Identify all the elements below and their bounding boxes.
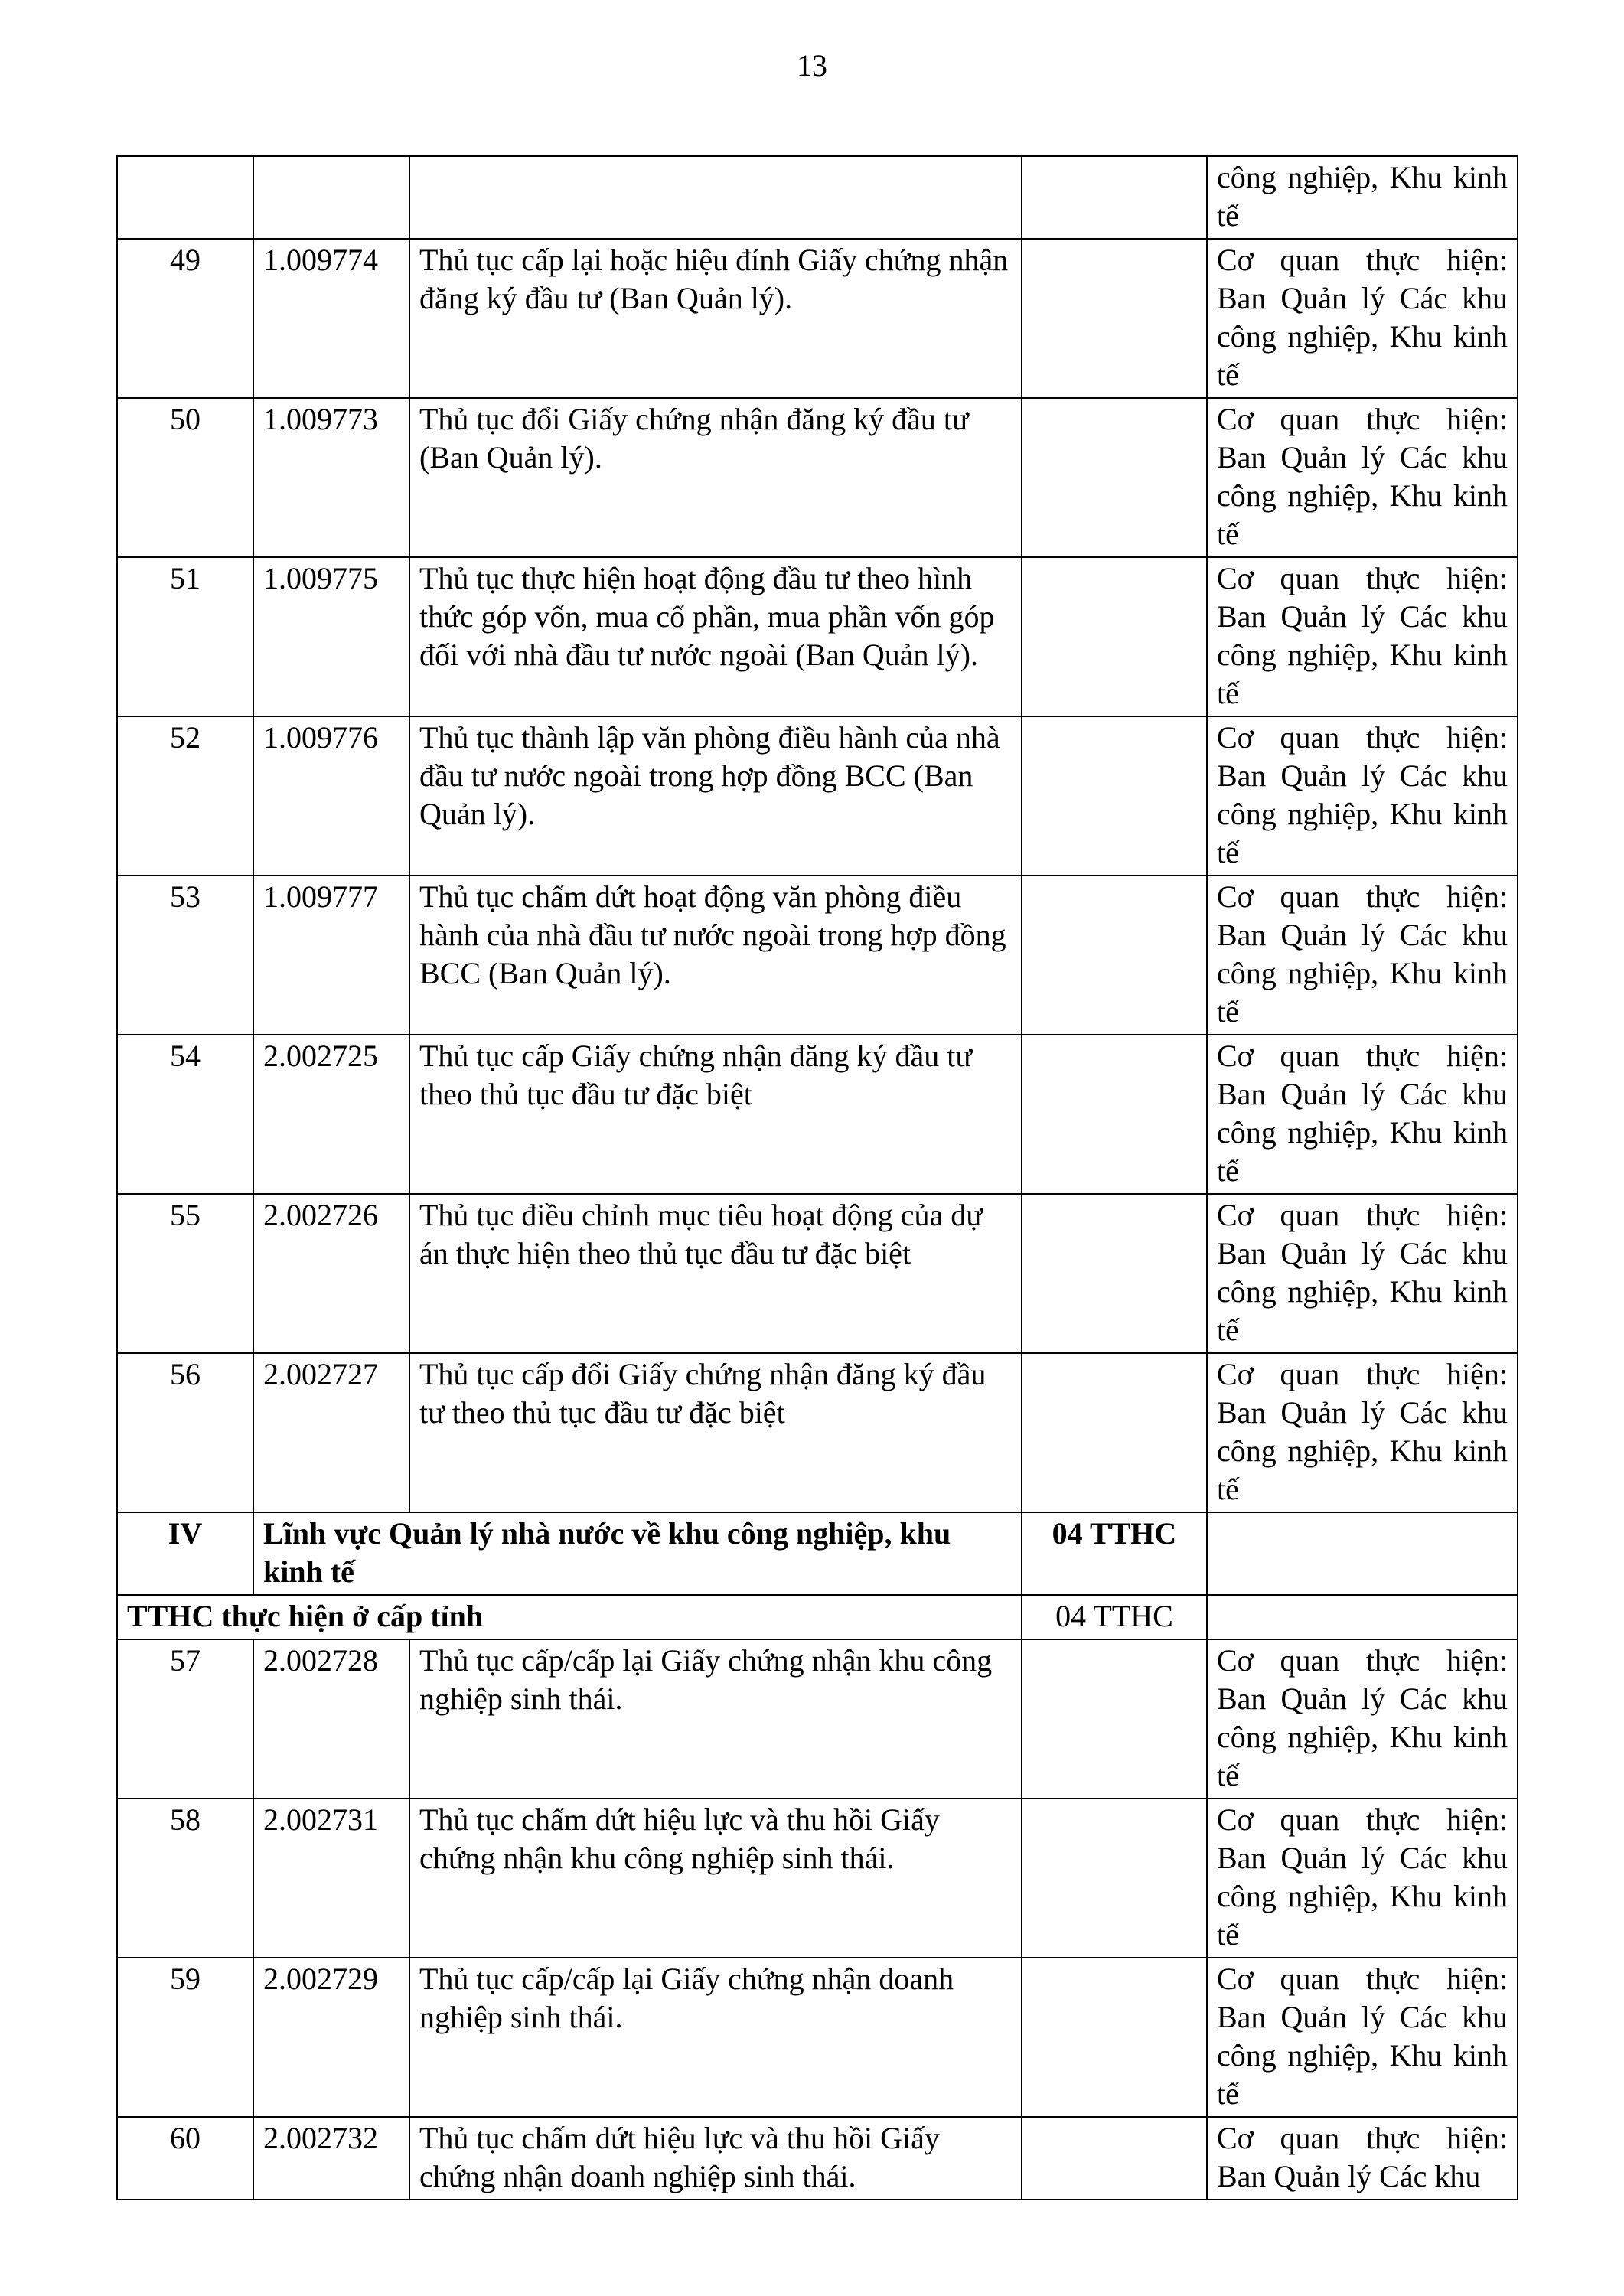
procedure-name: Thủ tục thực hiện hoạt động đầu tư theo hình thức góp vốn, mua cổ phần, mua phần vốn góp đối với nhà đầu tư nước ngoài (Ban Quản lý). xyxy=(409,557,1022,716)
table-row xyxy=(117,398,1518,557)
row-number: 59 xyxy=(117,1958,253,2117)
subsection-count: 04 TTHC xyxy=(1022,1595,1207,1639)
count-cell xyxy=(1022,1799,1207,1958)
agency-cell: công nghiệp, Khu kinh tế xyxy=(1207,156,1518,239)
agency-cell: Cơ quan thực hiện: Ban Quản lý Các khu công nghiệp, Khu kinh tế xyxy=(1207,1194,1518,1353)
procedure-code: 1.009776 xyxy=(253,716,409,876)
row-number: 55 xyxy=(117,1194,253,1353)
agency-cell: Cơ quan thực hiện: Ban Quản lý Các khu xyxy=(1207,2117,1518,2200)
section-title: Lĩnh vực Quản lý nhà nước về khu công nghiệp, khu kinh tế xyxy=(253,1512,1022,1595)
count-cell xyxy=(1022,557,1207,716)
table-row xyxy=(117,716,1518,876)
procedure-code: 1.009773 xyxy=(253,398,409,557)
count-cell xyxy=(1022,239,1207,398)
procedure-code: 2.002728 xyxy=(253,1639,409,1799)
table-row xyxy=(117,1353,1518,1512)
procedure-code: 2.002725 xyxy=(253,1035,409,1194)
procedure-name: Thủ tục cấp/cấp lại Giấy chứng nhận doanh nghiệp sinh thái. xyxy=(409,1958,1022,2117)
table-row xyxy=(117,1958,1518,2117)
table-row-continuation xyxy=(117,156,1518,239)
row-number: 58 xyxy=(117,1799,253,1958)
count-cell xyxy=(1022,398,1207,557)
count-cell xyxy=(1022,716,1207,876)
row-number: 51 xyxy=(117,557,253,716)
procedure-table xyxy=(116,155,1518,2200)
section-number: IV xyxy=(117,1512,253,1595)
procedure-code: 2.002727 xyxy=(253,1353,409,1512)
row-number: 53 xyxy=(117,876,253,1035)
row-number: 49 xyxy=(117,239,253,398)
procedure-name: Thủ tục cấp lại hoặc hiệu đính Giấy chứng nhận đăng ký đầu tư (Ban Quản lý). xyxy=(409,239,1022,398)
table-row xyxy=(117,876,1518,1035)
procedure-code: 1.009777 xyxy=(253,876,409,1035)
subsection-row xyxy=(117,1595,1518,1639)
row-number: 57 xyxy=(117,1639,253,1799)
count-cell xyxy=(1022,1353,1207,1512)
agency-cell: Cơ quan thực hiện: Ban Quản lý Các khu công nghiệp, Khu kinh tế xyxy=(1207,1639,1518,1799)
table-row xyxy=(117,239,1518,398)
agency-cell: Cơ quan thực hiện: Ban Quản lý Các khu công nghiệp, Khu kinh tế xyxy=(1207,1035,1518,1194)
count-cell xyxy=(1022,1958,1207,2117)
section-header-row xyxy=(117,1512,1518,1595)
row-number: 50 xyxy=(117,398,253,557)
agency-cell: Cơ quan thực hiện: Ban Quản lý Các khu công nghiệp, Khu kinh tế xyxy=(1207,876,1518,1035)
procedure-name: Thủ tục thành lập văn phòng điều hành của nhà đầu tư nước ngoài trong hợp đồng BCC (Ban Quản lý). xyxy=(409,716,1022,876)
row-number: 54 xyxy=(117,1035,253,1194)
procedure-name: Thủ tục cấp Giấy chứng nhận đăng ký đầu tư theo thủ tục đầu tư đặc biệt xyxy=(409,1035,1022,1194)
count-cell xyxy=(1022,1194,1207,1353)
agency-cell: Cơ quan thực hiện: Ban Quản lý Các khu công nghiệp, Khu kinh tế xyxy=(1207,557,1518,716)
procedure-code: 2.002732 xyxy=(253,2117,409,2200)
table-row xyxy=(117,2117,1518,2200)
procedure-code: 2.002726 xyxy=(253,1194,409,1353)
table-row xyxy=(117,557,1518,716)
procedure-name: Thủ tục cấp đổi Giấy chứng nhận đăng ký đầu tư theo thủ tục đầu tư đặc biệt xyxy=(409,1353,1022,1512)
count-cell xyxy=(1022,876,1207,1035)
procedure-code: 2.002731 xyxy=(253,1799,409,1958)
agency-cell: Cơ quan thực hiện: Ban Quản lý Các khu công nghiệp, Khu kinh tế xyxy=(1207,398,1518,557)
procedure-name: Thủ tục chấm dứt hiệu lực và thu hồi Giấy chứng nhận doanh nghiệp sinh thái. xyxy=(409,2117,1022,2200)
section-count: 04 TTHC xyxy=(1022,1512,1207,1595)
table-row xyxy=(117,1035,1518,1194)
procedure-name: Thủ tục điều chỉnh mục tiêu hoạt động của dự án thực hiện theo thủ tục đầu tư đặc biệt xyxy=(409,1194,1022,1353)
table-row xyxy=(117,1639,1518,1799)
page-number: 13 xyxy=(797,48,827,83)
procedure-name: Thủ tục cấp/cấp lại Giấy chứng nhận khu công nghiệp sinh thái. xyxy=(409,1639,1022,1799)
procedure-code: 2.002729 xyxy=(253,1958,409,2117)
procedure-code: 1.009774 xyxy=(253,239,409,398)
agency-cell: Cơ quan thực hiện: Ban Quản lý Các khu công nghiệp, Khu kinh tế xyxy=(1207,1799,1518,1958)
row-number: 52 xyxy=(117,716,253,876)
subsection-title: TTHC thực hiện ở cấp tỉnh xyxy=(117,1595,1022,1639)
agency-cell: Cơ quan thực hiện: Ban Quản lý Các khu công nghiệp, Khu kinh tế xyxy=(1207,716,1518,876)
agency-cell: Cơ quan thực hiện: Ban Quản lý Các khu công nghiệp, Khu kinh tế xyxy=(1207,1353,1518,1512)
table-row xyxy=(117,1799,1518,1958)
count-cell xyxy=(1022,2117,1207,2200)
procedure-name: Thủ tục chấm dứt hoạt động văn phòng điều hành của nhà đầu tư nước ngoài trong hợp đồng BCC (Ban Quản lý). xyxy=(409,876,1022,1035)
row-number: 60 xyxy=(117,2117,253,2200)
agency-cell: Cơ quan thực hiện: Ban Quản lý Các khu công nghiệp, Khu kinh tế xyxy=(1207,239,1518,398)
table-row xyxy=(117,1194,1518,1353)
row-number: 56 xyxy=(117,1353,253,1512)
count-cell xyxy=(1022,1639,1207,1799)
procedure-code: 1.009775 xyxy=(253,557,409,716)
count-cell xyxy=(1022,1035,1207,1194)
agency-cell: Cơ quan thực hiện: Ban Quản lý Các khu công nghiệp, Khu kinh tế xyxy=(1207,1958,1518,2117)
procedure-name: Thủ tục chấm dứt hiệu lực và thu hồi Giấy chứng nhận khu công nghiệp sinh thái. xyxy=(409,1799,1022,1958)
procedure-name: Thủ tục đổi Giấy chứng nhận đăng ký đầu tư (Ban Quản lý). xyxy=(409,398,1022,557)
